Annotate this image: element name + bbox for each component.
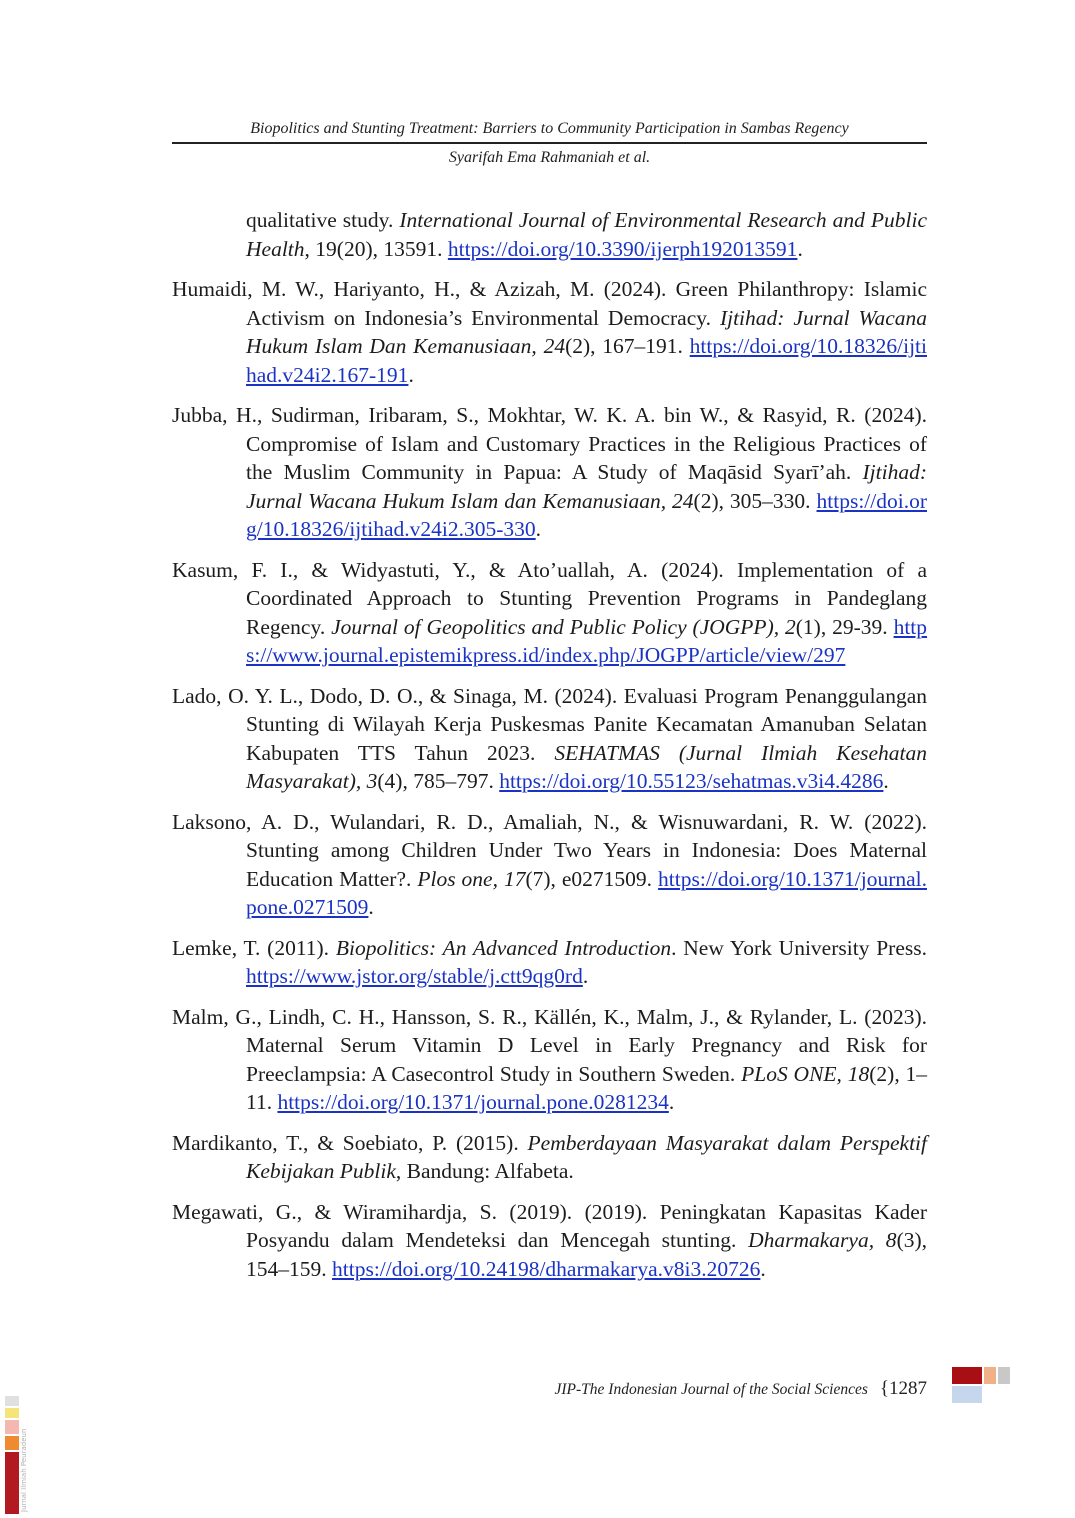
reference-end: . [760, 1256, 766, 1281]
reference-source: Dharmakarya, 8 [748, 1228, 897, 1252]
reference-source: International Journal of Environmental Research and Public Health [246, 208, 927, 261]
deco-square-gray [998, 1367, 1010, 1384]
reference-details: (2), 167–191. [565, 334, 690, 358]
running-header-authors: Syarifah Ema Rahmaniah et al. [448, 149, 651, 166]
reference-entry [172, 556, 927, 670]
reference-details: , 19(20), 13591. [304, 236, 448, 261]
reference-text: Kasum, F. I., & Widyastuti, Y., & Ato’uallah, A. (2024). Implementation of a Coordinated Approach to Stunting Prevention Programs in Pandeglang Regency. [172, 557, 927, 639]
reference-source: Plos one, 17 [417, 866, 526, 891]
reference-source: Biopolitics: An Advanced Introduction [335, 935, 672, 960]
reference-entry [172, 1003, 927, 1117]
reference-doi-link[interactable]: https://doi.org/10.24198/dharmakarya.v8i3.20726 [332, 1256, 761, 1281]
reference-details: (2), 305–330. [693, 488, 817, 513]
reference-source: PLoS ONE, 18 [741, 1061, 870, 1086]
side-strip-pink [5, 1420, 19, 1434]
deco-square-blue [952, 1386, 982, 1403]
reference-text: Laksono, A. D., Wulandari, R. D., Amaliah, N., & Wisnuwardani, R. W. (2022). Stunting among Children Under Two Years in Indonesia: Does Maternal Education Matter?. [172, 809, 927, 891]
reference-source: Ijtihad: Jurnal Wacana Hukum Islam dan Kemanusiaan, 24 [246, 460, 927, 513]
reference-end: . [668, 1090, 675, 1114]
reference-text: Lemke, T. (2011). [172, 935, 336, 960]
reference-entry [172, 934, 927, 991]
reference-text: Lado, O. Y. L., Dodo, D. O., & Sinaga, M. (2024). Evaluasi Program Penanggulangan Stunting di Wilayah Kerja Puskesmas Panite Kecamatan Amanuban Selatan Kabupaten TTS Tahun 2023. [172, 683, 927, 765]
deco-square-peach [984, 1367, 996, 1384]
reference-entry [172, 682, 927, 796]
reference-details: (1), 29-39. [795, 614, 894, 639]
reference-details: (7), e0271509. [525, 866, 659, 891]
reference-text: Malm, G., Lindh, C. H., Hansson, S. R., Källén, K., Malm, J., & Rylander, L. (2023). Maternal Serum Vitamin D Level in Early Pregnancy and Risk for Preeclampsia: A Casecontrol Study in Southern Sweden. [172, 1004, 927, 1086]
reference-text: Jubba, H., Sudirman, Iribaram, S., Mokhtar, W. K. A. bin W., & Rasyid, R. (2024). Compromise of Islam and Customary Practices in the Religious Practices of the Muslim Community in Papua: A Study of Maqāsid Syarī’ah. [172, 403, 927, 484]
page-footer [430, 1378, 927, 1400]
reference-entry [172, 1198, 927, 1284]
side-strip-gray [5, 1396, 19, 1406]
footer-journal-name: JIP-The Indonesian Journal of the Social Sciences [554, 1381, 868, 1398]
reference-details: (2), 1–11. [246, 1061, 928, 1114]
reference-details: (3), 154–159. [246, 1228, 928, 1281]
reference-end: . [368, 895, 374, 919]
reference-end: . [408, 362, 414, 387]
reference-source: Ijtihad: Jurnal Wacana Hukum Islam Dan Kemanusiaan, 24 [246, 305, 927, 358]
reference-entry [172, 275, 927, 389]
reference-details: , Bandung: Alfabeta. [395, 1159, 574, 1183]
deco-square-red [952, 1367, 982, 1384]
running-header [172, 118, 927, 169]
reference-list [172, 206, 927, 1295]
reference-entry [172, 401, 927, 544]
reference-entry [172, 808, 927, 922]
reference-doi-link[interactable]: https://doi.org/10.55123/sehatmas.v3i4.4286 [499, 769, 884, 793]
reference-doi-link[interactable]: https://www.jstor.org/stable/j.ctt9qg0rd [246, 964, 583, 988]
reference-doi-link[interactable]: https://doi.org/10.1371/journal.pone.0271509 [246, 866, 927, 919]
reference-doi-link[interactable]: https://www.journal.epistemikpress.id/index.php/JOGPP/article/view/297 [246, 614, 928, 667]
side-strip-orange [5, 1436, 19, 1450]
reference-entry [172, 1129, 927, 1186]
reference-text: Megawati, G., & Wiramihardja, S. (2019). (2019). Peningkatan Kapasitas Kader Posyandu dalam Mendeteksi dan Mencegah stunting. [172, 1199, 927, 1252]
reference-doi-link[interactable]: https://doi.org/10.1371/journal.pone.0281234 [277, 1090, 669, 1114]
reference-end: . [883, 769, 889, 793]
reference-source: Journal of Geopolitics and Public Policy (JOGPP), 2 [331, 614, 796, 639]
reference-text: Humaidi, M. W., Hariyanto, H., & Azizah, M. (2024). Green Philanthropy: Islamic Activism on Indonesia’s Environmental Democracy. [172, 277, 927, 330]
reference-end: . [582, 964, 589, 988]
side-strip-yellow [5, 1408, 19, 1418]
reference-details: (4), 785–797. [377, 769, 500, 793]
reference-text: qualitative study. [246, 208, 400, 232]
reference-doi-link[interactable]: https://doi.org/10.18326/ijtihad.v24i2.167-191 [246, 334, 927, 387]
reference-doi-link[interactable]: https://doi.org/10.3390/ijerph192013591 [447, 236, 798, 261]
running-header-title: Biopolitics and Stunting Treatment: Barriers to Community Participation in Sambas Regency [250, 120, 849, 137]
side-strip-red [5, 1452, 19, 1514]
reference-end: . [797, 236, 803, 261]
page-number: {1287 [879, 1378, 927, 1399]
reference-end: . [535, 517, 542, 541]
side-journal-label: Jurnal Ilmiah Peuradeun [20, 1428, 28, 1512]
reference-details: . New York University Press. [671, 935, 927, 960]
reference-entry [172, 206, 927, 263]
header-rule [172, 142, 927, 144]
reference-text: Mardikanto, T., & Soebiato, P. (2015). [172, 1130, 528, 1155]
reference-source: Pemberdayaan Masyarakat dalam Perspektif Kebijakan Publik [246, 1130, 927, 1183]
reference-source: SEHATMAS (Jurnal Ilmiah Kesehatan Masyarakat), 3 [246, 740, 928, 793]
reference-doi-link[interactable]: https://doi.org/10.18326/ijtihad.v24i2.305-330 [246, 488, 927, 541]
